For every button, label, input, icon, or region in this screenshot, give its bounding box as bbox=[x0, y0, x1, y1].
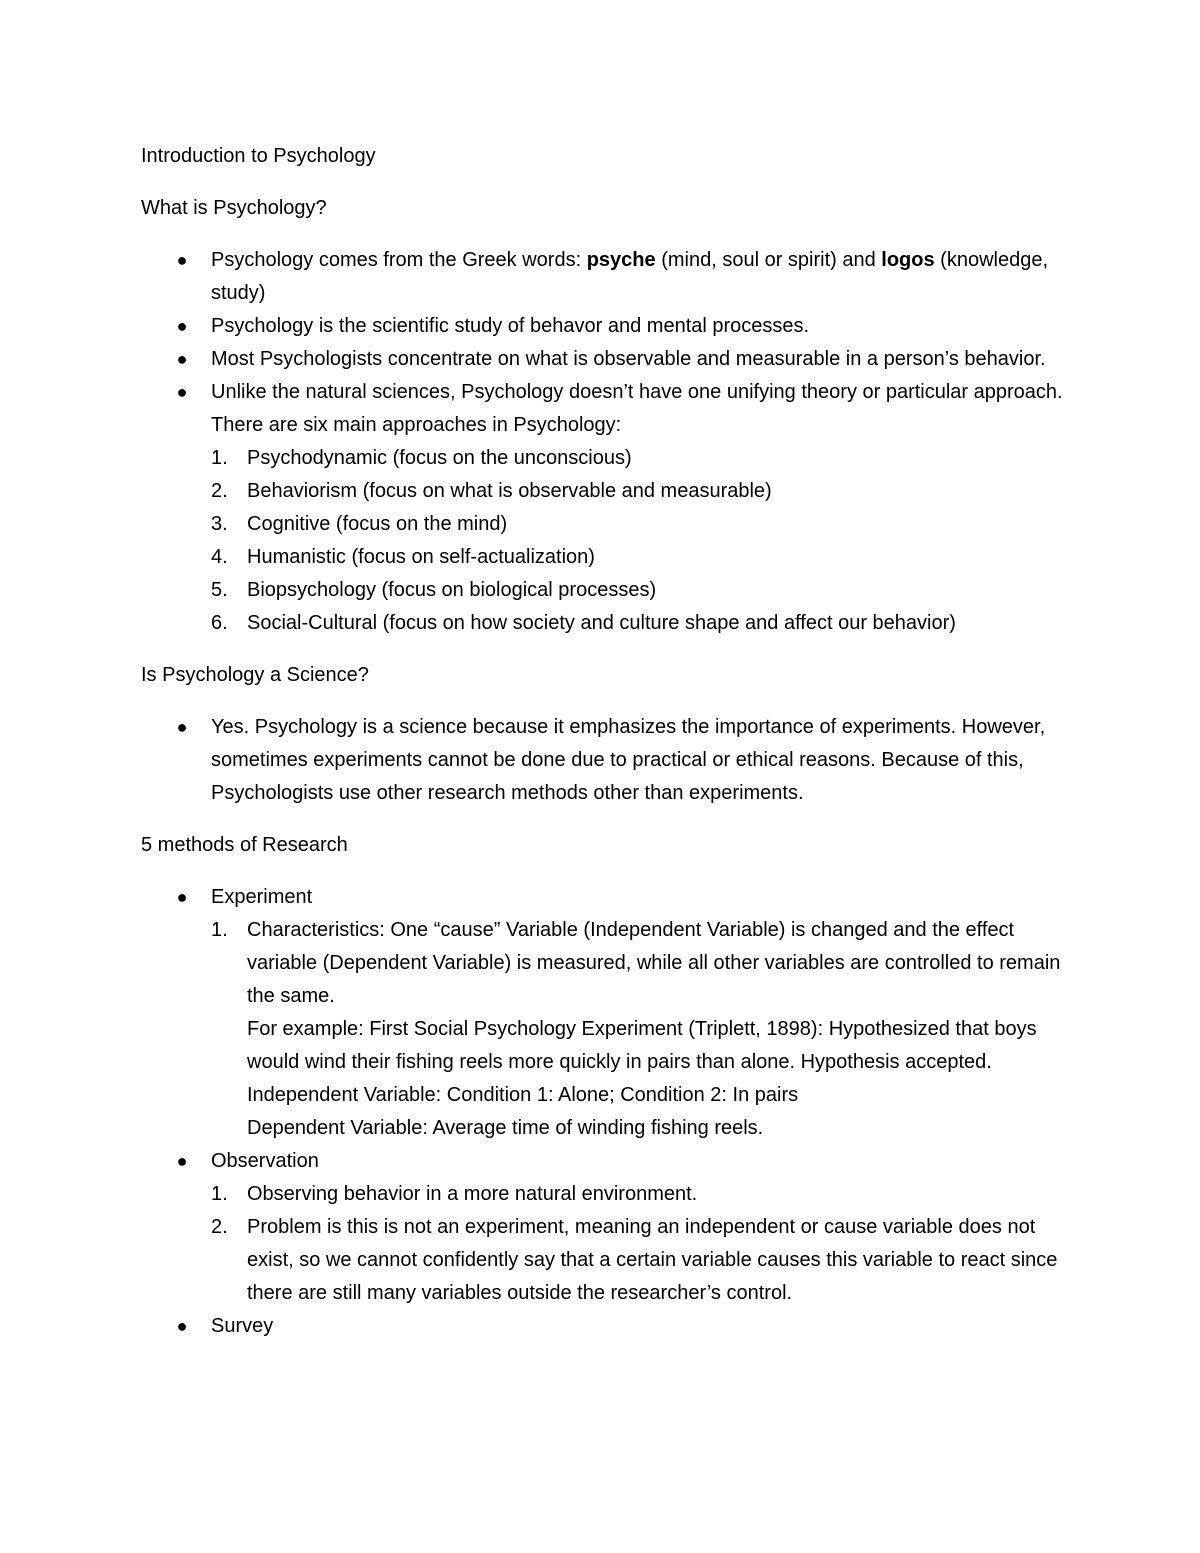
list-number: 1. bbox=[211, 919, 228, 941]
item-text: Most Psychologists concentrate on what is observable and measurable in a person’s behavior. bbox=[211, 348, 1046, 370]
approach-text: Biopsychology (focus on biological processes) bbox=[247, 579, 657, 601]
approach-item bbox=[211, 508, 1071, 541]
item-text-post: (knowledge, study) bbox=[211, 249, 1049, 304]
method-label-survey: Survey bbox=[211, 1315, 274, 1337]
experiment-point bbox=[211, 914, 1071, 1145]
list-number: 1. bbox=[211, 1183, 228, 1205]
approach-item bbox=[211, 541, 1071, 574]
approach-text: Psychodynamic (focus on the unconscious) bbox=[247, 447, 632, 469]
bullet-icon: ● bbox=[176, 887, 188, 907]
bullet-icon: ● bbox=[176, 316, 188, 336]
method-label-observation: Observation bbox=[211, 1150, 319, 1172]
bullet-icon: ● bbox=[176, 1316, 188, 1336]
observation-point bbox=[211, 1211, 1071, 1310]
approach-text: Humanistic (focus on self-actualization) bbox=[247, 546, 595, 568]
method-label-experiment: Experiment bbox=[211, 886, 313, 908]
list-item bbox=[141, 343, 1071, 376]
list-number: 4. bbox=[211, 546, 228, 568]
list-number: 2. bbox=[211, 480, 228, 502]
document-body bbox=[141, 140, 1071, 1362]
bullet-list-science bbox=[141, 711, 1071, 810]
item-text: Yes. Psychology is a science because it emphasizes the importance of experiments. However, sometimes experiments cannot be done due to practical or ethical reasons. Because of this, Psychologists use other research methods other than experiments. bbox=[211, 716, 1046, 804]
approach-text: Cognitive (focus on the mind) bbox=[247, 513, 508, 535]
list-item bbox=[141, 711, 1071, 810]
list-item bbox=[141, 244, 1071, 310]
term-logos: logos bbox=[881, 249, 935, 271]
approach-item bbox=[211, 475, 1071, 508]
bullet-icon: ● bbox=[176, 349, 188, 369]
item-text-pre: Psychology comes from the Greek words: bbox=[211, 249, 587, 271]
bullet-icon: ● bbox=[176, 717, 188, 737]
bullet-icon: ● bbox=[176, 250, 188, 270]
observation-text: Observing behavior in a more natural environment. bbox=[247, 1183, 698, 1205]
list-number: 6. bbox=[211, 612, 228, 634]
experiment-characteristics: Characteristics: One “cause” Variable (Independent Variable) is changed and the effect variable (Dependent Variable) is measured, while all other variables are controlled to remain the same. bbox=[247, 919, 1061, 1007]
item-text: Unlike the natural sciences, Psychology doesn’t have one unifying theory or particular approach. There are six main approaches in Psychology: bbox=[211, 381, 1063, 436]
list-number: 5. bbox=[211, 579, 228, 601]
bullet-list-methods bbox=[141, 881, 1071, 1343]
approach-item bbox=[211, 574, 1071, 607]
approach-text: Behaviorism (focus on what is observable and measurable) bbox=[247, 480, 772, 502]
list-number: 2. bbox=[211, 1216, 228, 1238]
list-item bbox=[141, 881, 1071, 1145]
term-psyche: psyche bbox=[586, 249, 656, 271]
item-text bbox=[211, 249, 1048, 304]
heading-what-is-psychology: What is Psychology? bbox=[141, 197, 327, 219]
list-item bbox=[141, 376, 1071, 640]
experiment-points bbox=[211, 914, 1071, 1145]
heading-is-psychology-a-science: Is Psychology a Science? bbox=[141, 664, 369, 686]
list-item bbox=[141, 310, 1071, 343]
approach-text: Social-Cultural (focus on how society and culture shape and affect our behavior) bbox=[247, 612, 956, 634]
list-number: 1. bbox=[211, 447, 228, 469]
heading-methods-of-research: 5 methods of Research bbox=[141, 834, 348, 856]
item-text: Psychology is the scientific study of behavor and mental processes. bbox=[211, 315, 810, 337]
observation-text: Problem is this is not an experiment, meaning an independent or cause variable does not exist, so we cannot confidently say that a certain variable causes this variable to react since there are still many variables outside the researcher’s control. bbox=[247, 1216, 1058, 1304]
observation-point bbox=[211, 1178, 1071, 1211]
list-item bbox=[141, 1145, 1071, 1310]
document-title: Introduction to Psychology bbox=[141, 145, 376, 167]
observation-points bbox=[211, 1178, 1071, 1310]
experiment-dependent-variable: Dependent Variable: Average time of winding fishing reels. bbox=[247, 1117, 764, 1139]
approach-item bbox=[211, 607, 1071, 640]
bullet-icon: ● bbox=[176, 1151, 188, 1171]
bullet-list-what-is-psychology bbox=[141, 244, 1071, 640]
experiment-independent-variable: Independent Variable: Condition 1: Alone; Condition 2: In pairs bbox=[247, 1084, 799, 1106]
bullet-icon: ● bbox=[176, 382, 188, 402]
list-item bbox=[141, 1310, 1071, 1343]
experiment-example: For example: First Social Psychology Experiment (Triplett, 1898): Hypothesized that boys would wind their fishing reels more quickly in pairs than alone. Hypothesis accepted. bbox=[247, 1018, 1037, 1073]
list-number: 3. bbox=[211, 513, 228, 535]
approach-item bbox=[211, 442, 1071, 475]
approaches-list bbox=[211, 442, 1071, 640]
item-text-mid: (mind, soul or spirit) and bbox=[655, 249, 882, 271]
